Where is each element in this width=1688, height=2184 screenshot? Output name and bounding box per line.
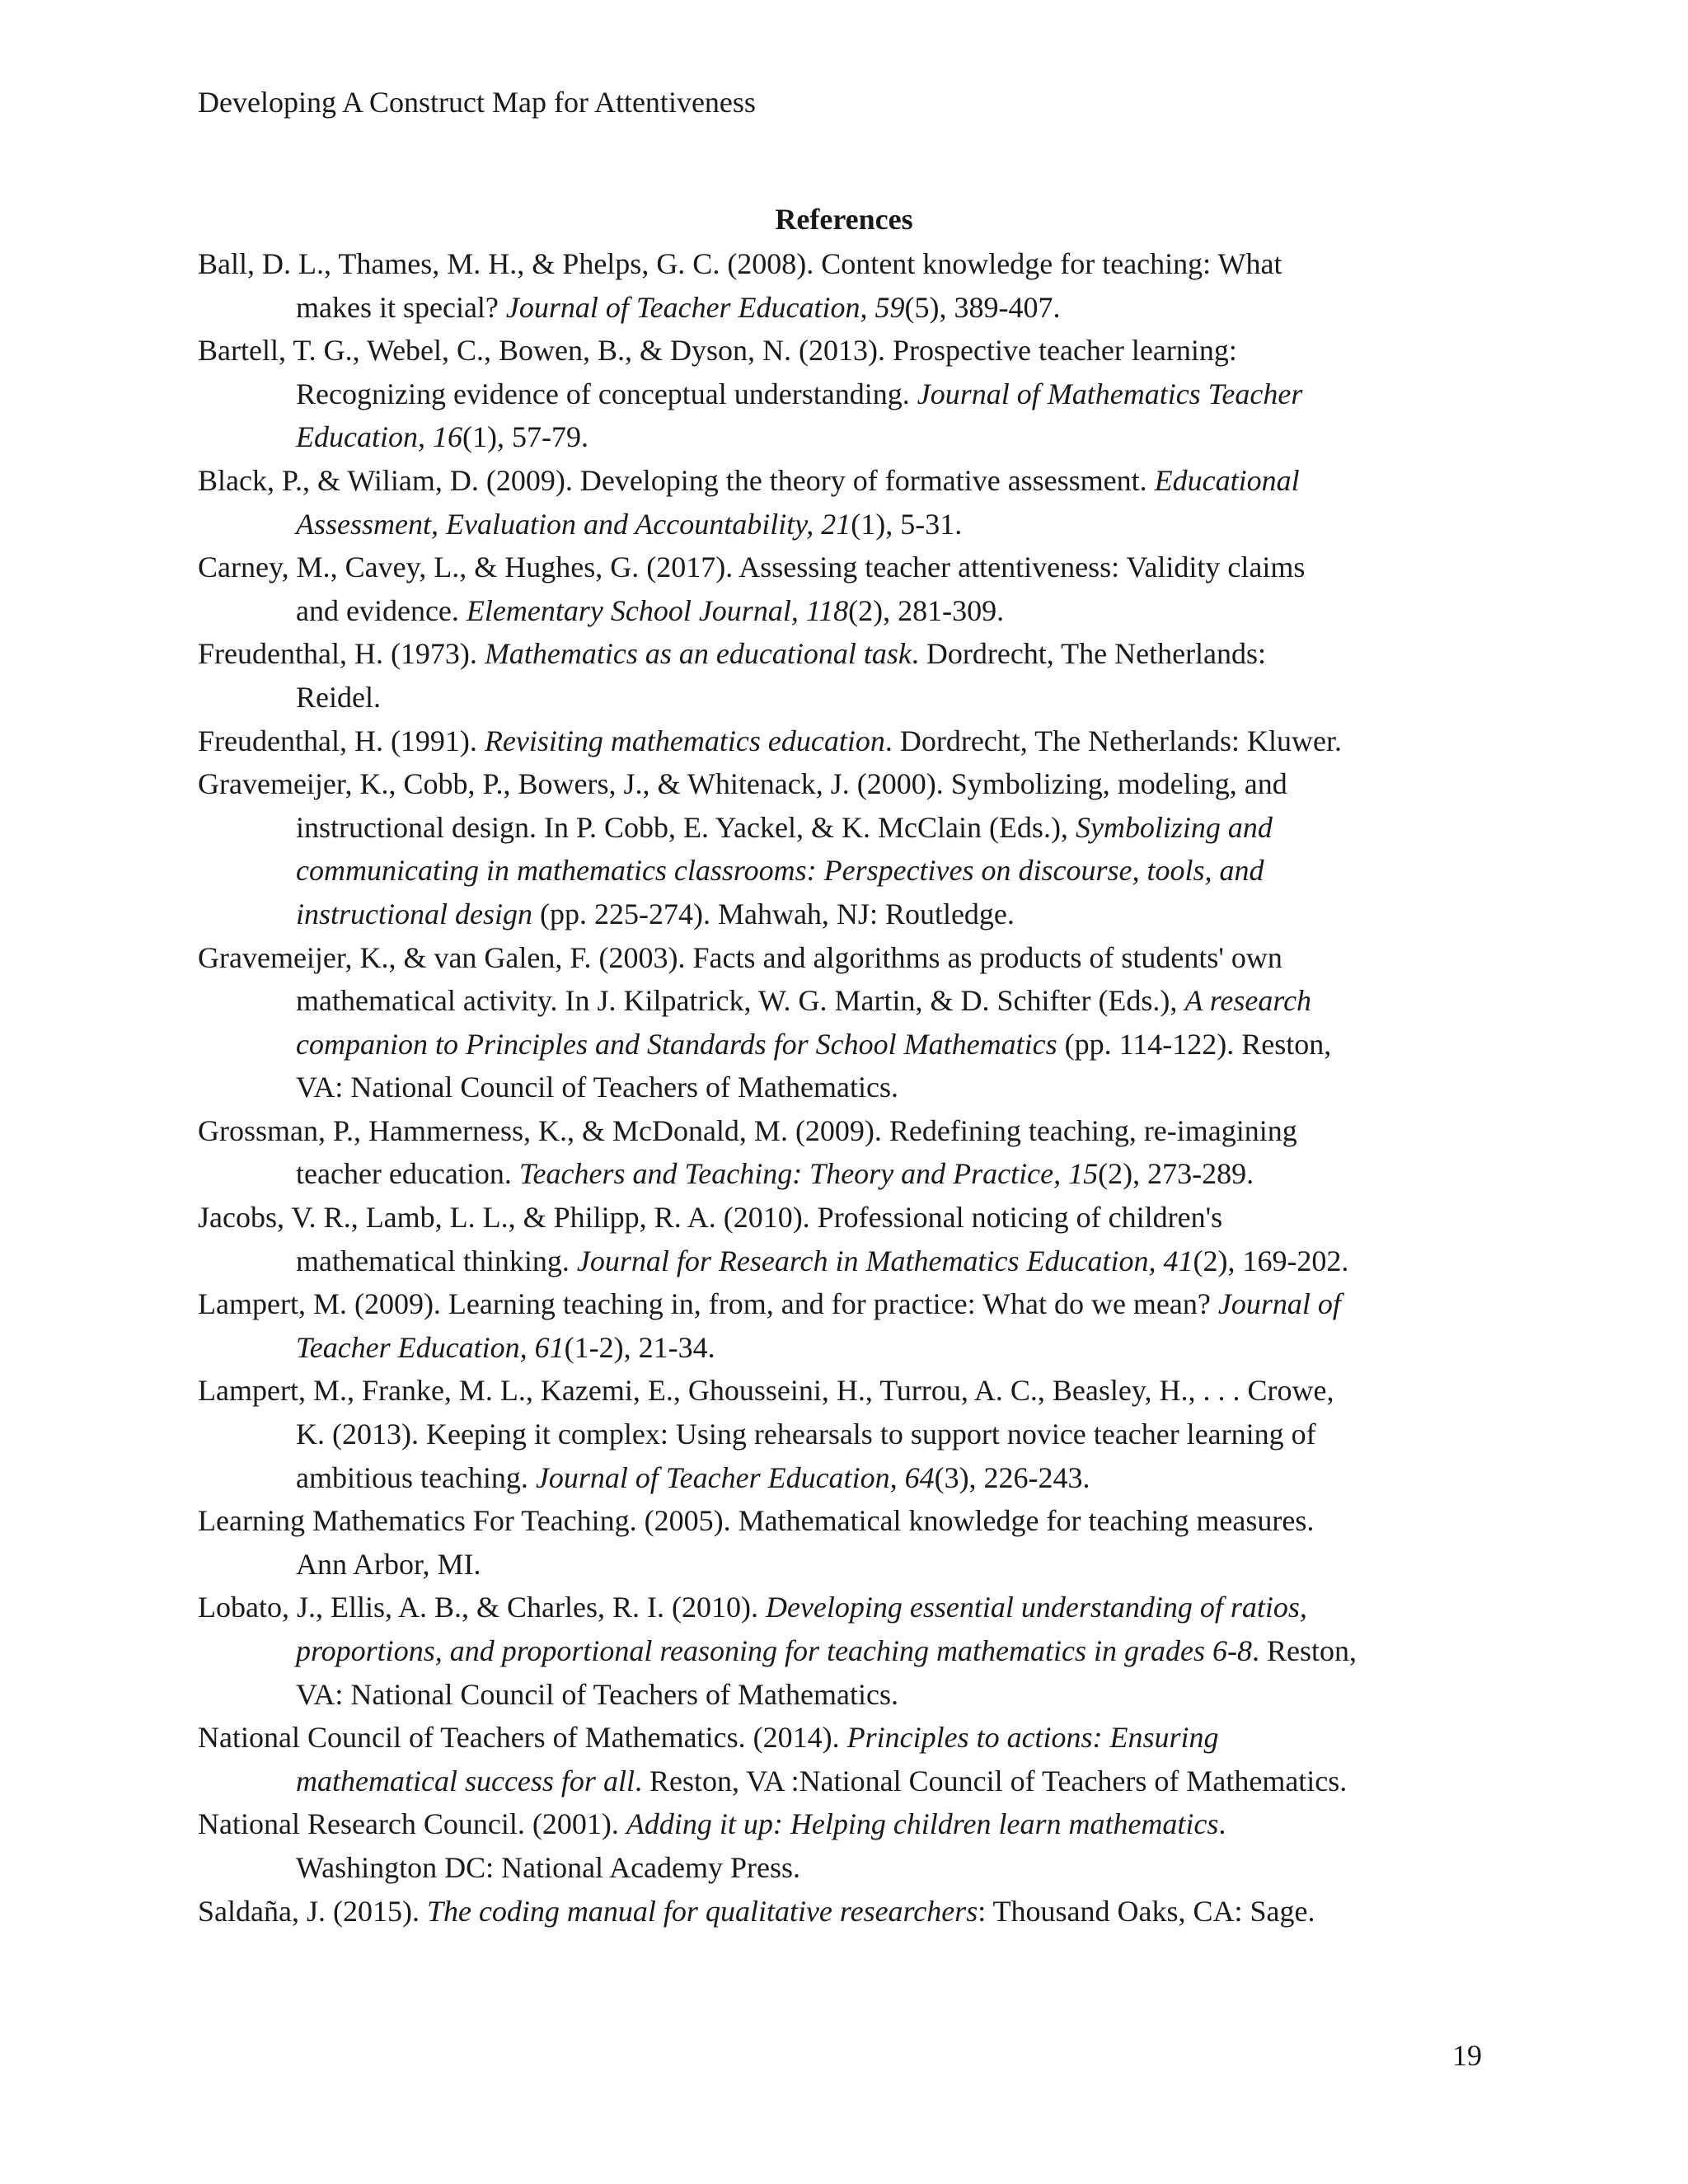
reference-entry — [198, 546, 1517, 632]
reference-italic-text: Principles to actions: Ensuring — [846, 1721, 1219, 1755]
reference-italic-text: Journal for Research in Mathematics Education, 41 — [576, 1244, 1193, 1277]
reference-entry — [198, 1282, 1517, 1369]
reference-text: ambitious teaching. — [296, 1460, 536, 1494]
reference-text: and evidence. — [296, 593, 467, 627]
reference-italic-text: mathematical success for all — [296, 1764, 635, 1797]
reference-text: . Dordrecht, The Netherlands: Kluwer. — [884, 724, 1343, 757]
reference-italic-text: Journal of Teacher Education, 59 — [505, 290, 905, 324]
references-heading: References — [775, 203, 913, 236]
reference-italic-text: proportions, and proportional reasoning for teaching mathematics in grades 6-8 — [296, 1634, 1252, 1667]
reference-text: K. (2013). Keeping it complex: Using rehearsals to support novice teacher learning of — [296, 1418, 1316, 1451]
reference-text: (1-2), 21-34. — [564, 1330, 715, 1364]
reference-italic-text: instructional design — [296, 897, 532, 930]
reference-entry — [198, 719, 1517, 763]
reference-italic-text: communicating in mathematics classrooms: Perspectives on discourse, tools, and — [296, 854, 1264, 888]
reference-italic-text: Teacher Education, 61 — [296, 1330, 565, 1364]
reference-text: Grossman, P., Hammerness, K., & McDonald, M. (2009). Redefining teaching, re-imagining — [198, 1113, 1297, 1147]
reference-italic-text: Journal of Mathematics Teacher — [917, 377, 1303, 410]
reference-italic-text: Revisiting mathematics education — [484, 724, 885, 757]
reference-italic-text: Journal of — [1217, 1287, 1341, 1321]
reference-text: : Thousand Oaks, CA: Sage. — [978, 1894, 1315, 1928]
reference-italic-text: companion to Principles and Standards for School Mathematics — [296, 1027, 1057, 1061]
running-head: Developing A Construct Map for Attentiveness — [198, 86, 756, 119]
reference-italic-text: The coding manual for qualitative researchers — [426, 1894, 978, 1928]
reference-text: Learning Mathematics For Teaching. (2005). Mathematical knowledge for teaching measures. — [198, 1504, 1315, 1538]
reference-italic-text: Developing essential understanding of ratios, — [765, 1591, 1307, 1624]
reference-entry — [198, 242, 1517, 329]
reference-text: National Council of Teachers of Mathematics. (2014). — [198, 1721, 847, 1755]
reference-text: (2), 273-289. — [1098, 1157, 1254, 1191]
reference-text: Gravemeijer, K., & van Galen, F. (2003). Facts and algorithms as products of students' own — [198, 940, 1282, 974]
reference-entry — [198, 1196, 1517, 1282]
reference-text: Freudenthal, H. (1973). — [198, 637, 485, 671]
reference-text: instructional design. In P. Cobb, E. Yackel, & K. McClain (Eds.), — [296, 810, 1076, 844]
reference-italic-text: Symbolizing and — [1075, 810, 1273, 844]
reference-list — [198, 242, 1517, 1933]
reference-text: Lobato, J., Ellis, A. B., & Charles, R. I. (2010). — [198, 1591, 766, 1624]
reference-text: teacher education. — [296, 1157, 519, 1191]
reference-italic-text: Educational — [1154, 463, 1300, 497]
reference-text: Recognizing evidence of conceptual understanding. — [296, 377, 917, 410]
reference-entry — [198, 936, 1517, 1109]
reference-text: Carney, M., Cavey, L., & Hughes, G. (2017). Assessing teacher attentiveness: Validity claims — [198, 551, 1306, 584]
reference-italic-text: Journal of Teacher Education, 64 — [535, 1460, 935, 1494]
reference-entry — [198, 1890, 1517, 1933]
reference-text: (1), 5-31. — [851, 507, 963, 541]
reference-text: mathematical activity. In J. Kilpatrick, W. G. Martin, & D. Schifter (Eds.), — [296, 984, 1185, 1018]
reference-entry — [198, 329, 1517, 459]
reference-text: VA: National Council of Teachers of Mathematics. — [296, 1071, 898, 1104]
reference-italic-text: Teachers and Teaching: Theory and Practice, 15 — [518, 1157, 1099, 1191]
reference-text: (1), 57-79. — [462, 420, 588, 454]
reference-italic-text: Mathematics as an educational task — [484, 637, 912, 671]
reference-text: Lampert, M. (2009). Learning teaching in, from, and for practice: What do we mean? — [198, 1287, 1218, 1321]
reference-entry — [198, 762, 1517, 935]
reference-entry — [198, 632, 1517, 719]
reference-italic-text: Education, 16 — [296, 420, 462, 454]
reference-italic-text: Assessment, Evaluation and Accountability, 21 — [296, 507, 851, 541]
reference-text: . Reston, VA :National Council of Teachers of Mathematics. — [634, 1764, 1348, 1797]
reference-text: Reidel. — [296, 680, 381, 714]
reference-text: National Research Council. (2001). — [198, 1807, 626, 1841]
reference-text: (2), 281-309. — [848, 593, 1005, 627]
reference-entry — [198, 1109, 1517, 1196]
page-number: 19 — [1452, 2039, 1482, 2072]
reference-text: Saldaña, J. (2015). — [198, 1894, 427, 1928]
reference-italic-text: Elementary School Journal, 118 — [466, 593, 849, 627]
reference-text: Washington DC: National Academy Press. — [296, 1850, 801, 1884]
reference-entry — [198, 1802, 1517, 1889]
reference-italic-text: A research — [1184, 984, 1312, 1018]
reference-text: (3), 226-243. — [934, 1460, 1090, 1494]
reference-text: . — [1218, 1807, 1226, 1841]
reference-text: makes it special? — [296, 290, 506, 324]
reference-text: (2), 169-202. — [1193, 1244, 1349, 1277]
reference-entry — [198, 459, 1517, 546]
reference-text: VA: National Council of Teachers of Mathematics. — [296, 1677, 898, 1711]
reference-entry — [198, 1499, 1517, 1586]
reference-text: Ann Arbor, MI. — [296, 1547, 481, 1581]
reference-text: Jacobs, V. R., Lamb, L. L., & Philipp, R. A. (2010). Professional noticing of children's — [198, 1201, 1223, 1235]
reference-entry — [198, 1369, 1517, 1499]
reference-text: Bartell, T. G., Webel, C., Bowen, B., & Dyson, N. (2013). Prospective teacher learning: — [198, 334, 1237, 368]
reference-italic-text: Adding it up: Helping children learn mathematics — [626, 1807, 1219, 1841]
reference-text: Black, P., & Wiliam, D. (2009). Developing the theory of formative assessment. — [198, 463, 1155, 497]
reference-text: (pp. 114-122). Reston, — [1057, 1027, 1332, 1061]
reference-text: Lampert, M., Franke, M. L., Kazemi, E., Ghousseini, H., Turrou, A. C., Beasley, H., . . . Crowe, — [198, 1374, 1334, 1408]
reference-entry — [198, 1586, 1517, 1716]
reference-entry — [198, 1716, 1517, 1802]
reference-text: (5), 389-407. — [904, 290, 1061, 324]
reference-text: Freudenthal, H. (1991). — [198, 724, 485, 757]
reference-text: Ball, D. L., Thames, M. H., & Phelps, G. C. (2008). Content knowledge for teaching: What — [198, 247, 1282, 280]
reference-text: (pp. 225-274). Mahwah, NJ: Routledge. — [532, 897, 1015, 930]
reference-text: . Reston, — [1251, 1634, 1357, 1667]
reference-text: . Dordrecht, The Netherlands: — [911, 637, 1267, 671]
reference-text: Gravemeijer, K., Cobb, P., Bowers, J., & Whitenack, J. (2000). Symbolizing, modeling, and — [198, 767, 1287, 801]
reference-text: mathematical thinking. — [296, 1244, 577, 1277]
